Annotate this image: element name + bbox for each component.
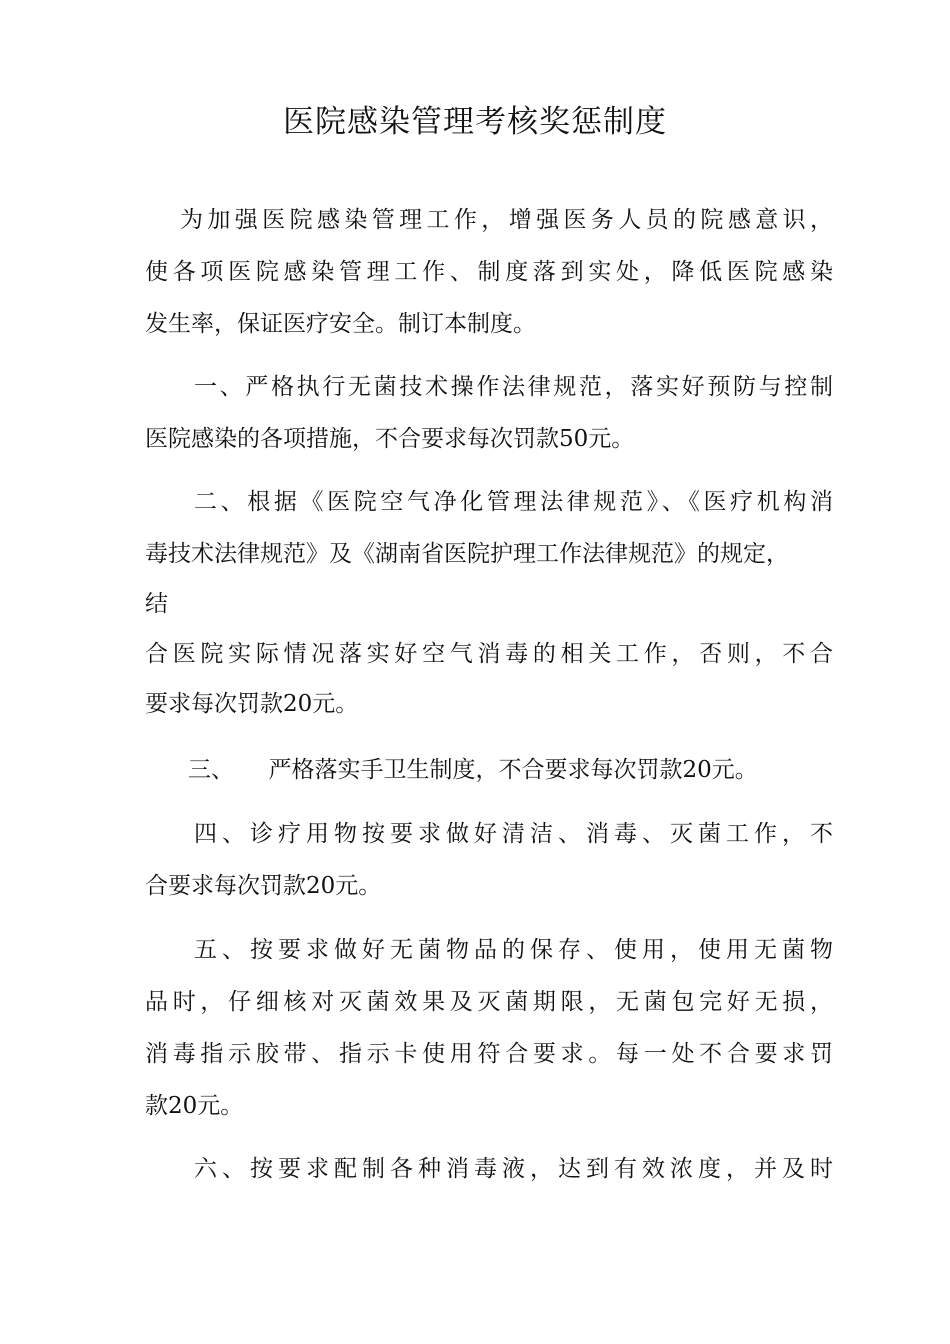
clause-3-line-1: 三、 严格落实手卫生制度，不合要求每次罚款20元。 xyxy=(188,757,758,783)
clause-2-line-3: 结 xyxy=(145,591,168,617)
clause-4-line-2: 合要求每次罚款20元。 xyxy=(145,873,382,899)
clause-5-line-1: 五、按要求做好无菌物品的保存、使用，使用无菌物 xyxy=(194,937,833,963)
intro-line-3: 发生率，保证医疗安全。制订本制度。 xyxy=(145,311,536,337)
document-title: 医院感染管理考核奖惩制度 xyxy=(283,104,667,140)
clause-1-line-2: 医院感染的各项措施，不合要求每次罚款50元。 xyxy=(145,426,635,452)
clause-5-line-3: 消毒指示胶带、指示卡使用符合要求。每一处不合要求罚 xyxy=(145,1041,833,1067)
clause-2-line-1: 二、根据《医院空气净化管理法律规范》、《医疗机构消 xyxy=(194,489,833,515)
intro-line-1: 为加强医院感染管理工作，增强医务人员的院感意识， xyxy=(180,207,833,233)
clause-5-line-4: 款20元。 xyxy=(145,1093,244,1119)
clause-4-line-1: 四、诊疗用物按要求做好清洁、消毒、灭菌工作，不 xyxy=(194,821,833,847)
clause-2-line-4: 合医院实际情况落实好空气消毒的相关工作，否则，不合 xyxy=(145,641,833,667)
clause-5-line-2: 品时，仔细核对灭菌效果及灭菌期限，无菌包完好无损， xyxy=(145,989,833,1015)
clause-2-line-5: 要求每次罚款20元。 xyxy=(145,691,359,717)
clause-1-line-1: 一、严格执行无菌技术操作法律规范，落实好预防与控制 xyxy=(194,374,833,400)
intro-line-2: 使各项医院感染管理工作、制度落到实处，降低医院感染 xyxy=(145,259,833,285)
clause-6-line-1: 六、按要求配制各种消毒液，达到有效浓度，并及时 xyxy=(194,1156,833,1182)
clause-2-line-2: 毒技术法律规范》及《湖南省医院护理工作法律规范》的规定， xyxy=(145,541,789,567)
